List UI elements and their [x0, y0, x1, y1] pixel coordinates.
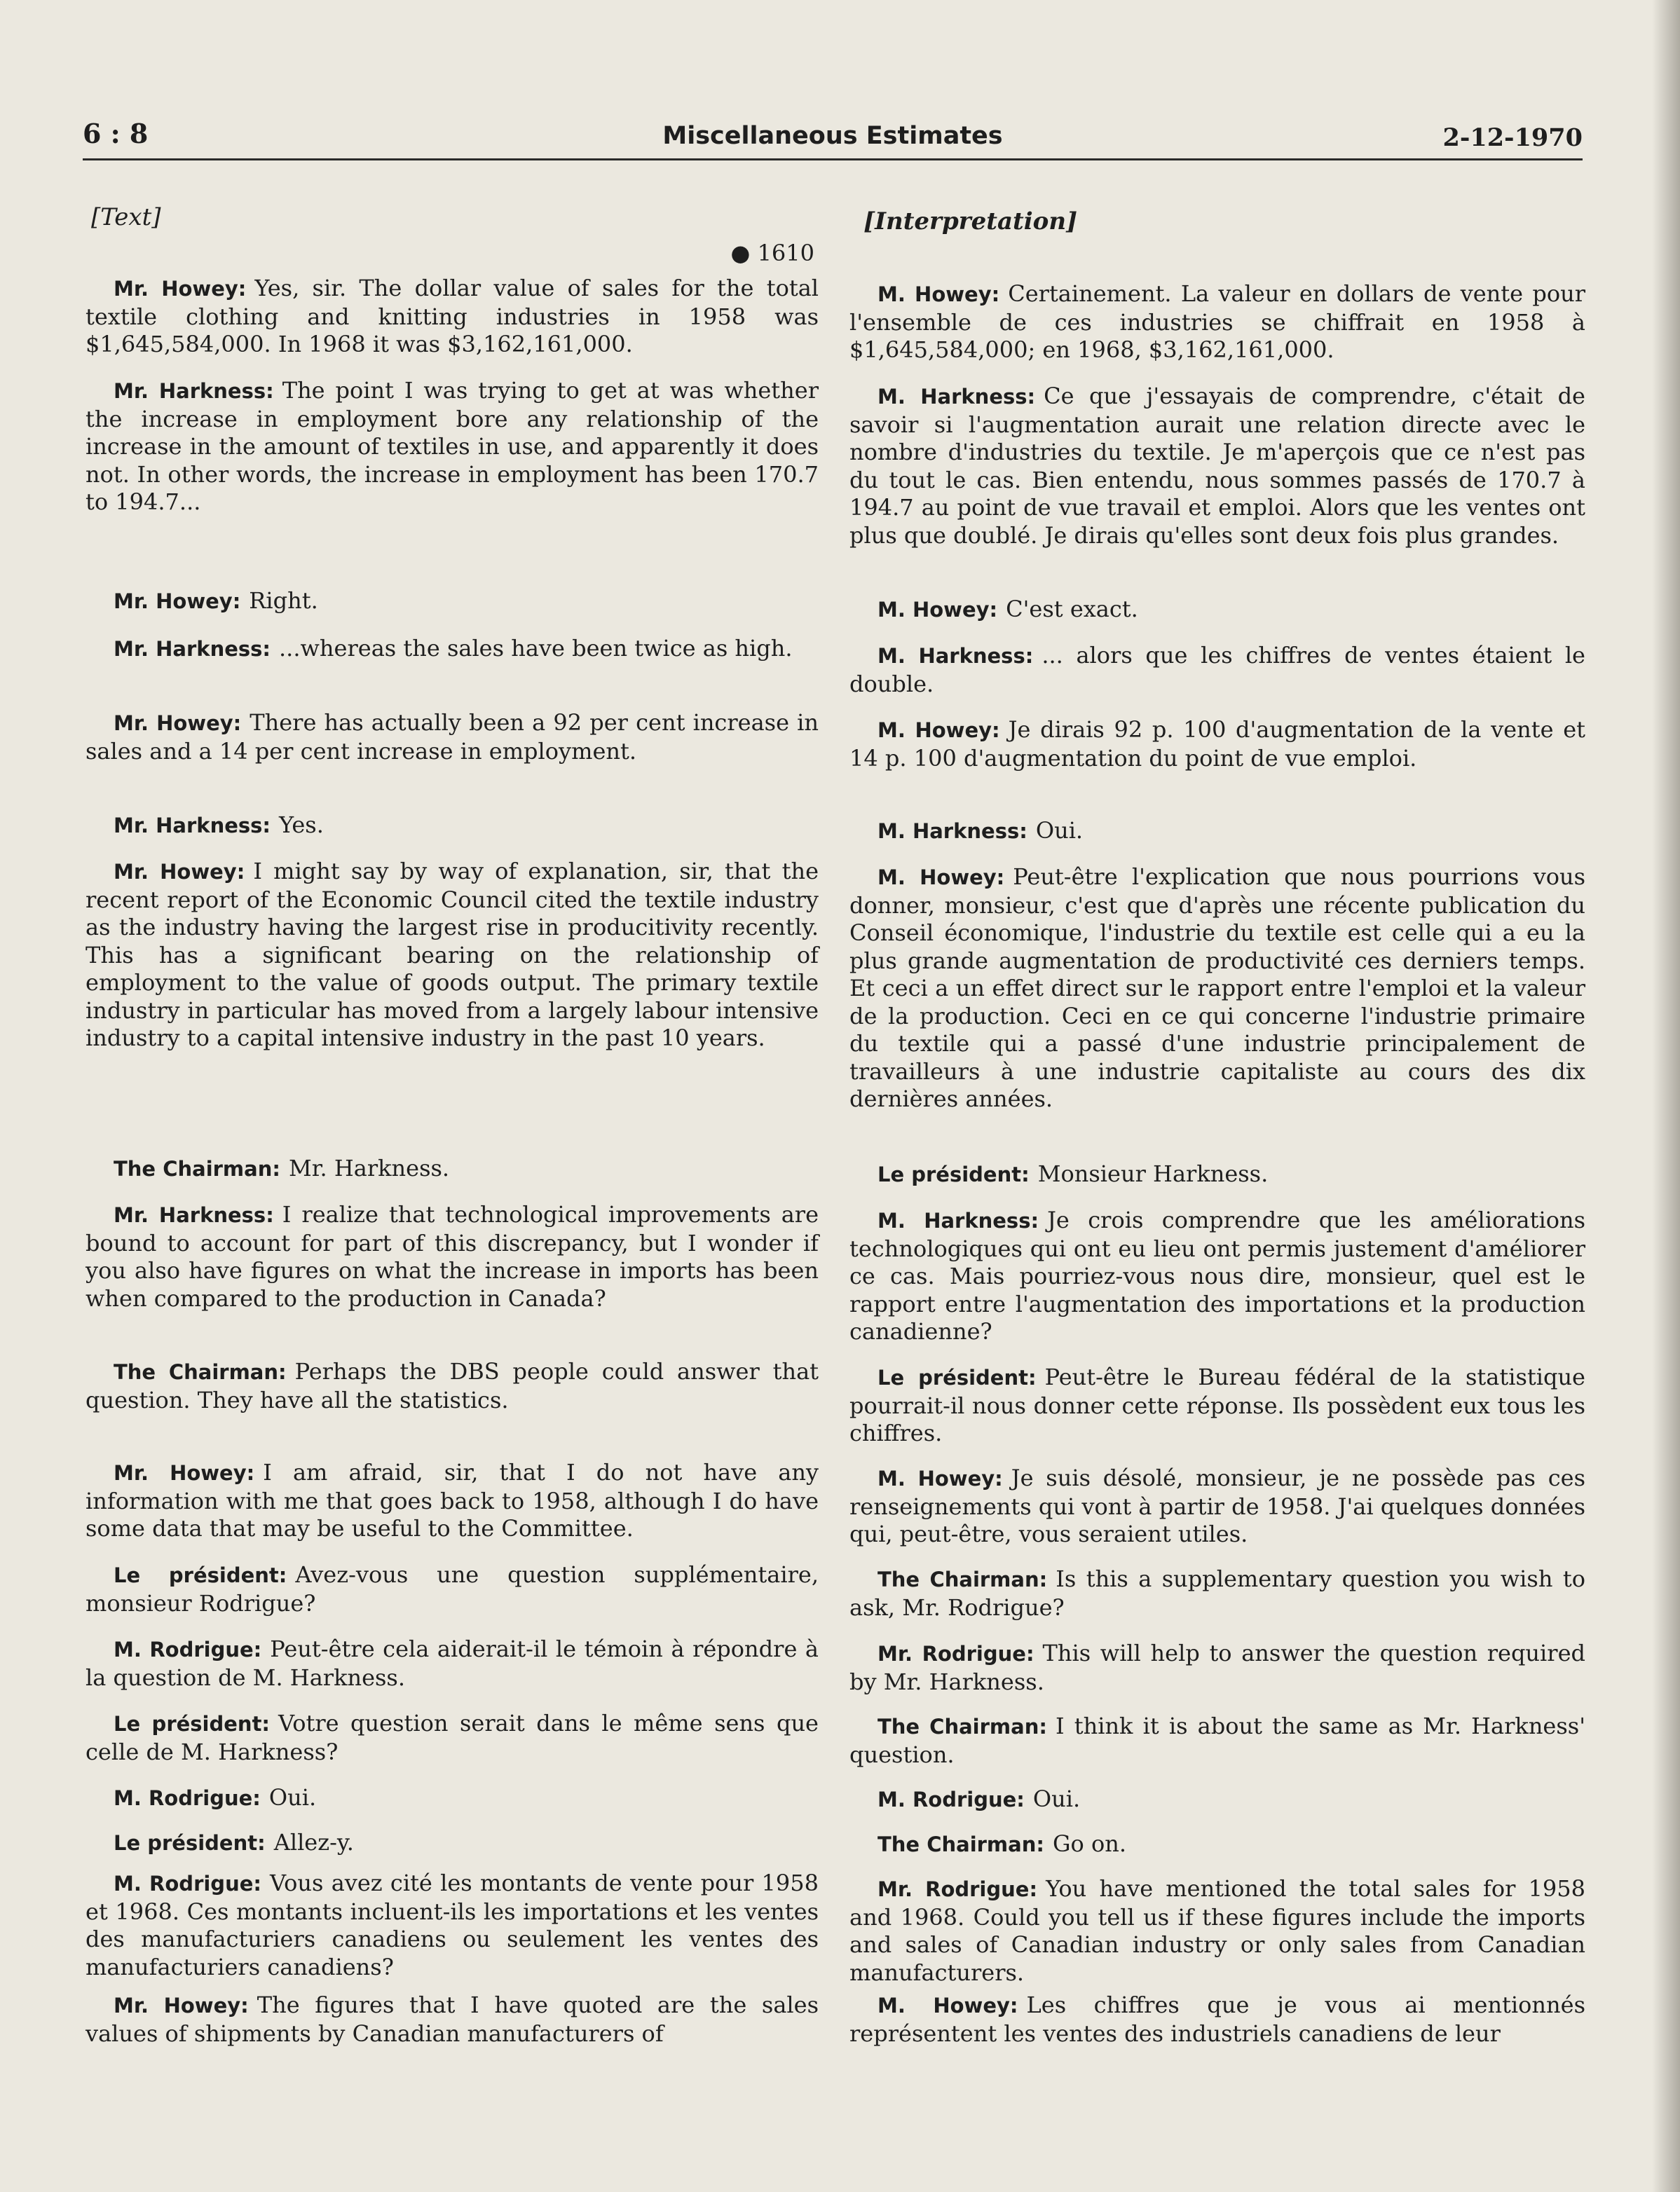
left-para-12: M. Rodrigue: Peut-être cela aiderait-il le témoin à répondre à la question de M. Harkness. [86, 1636, 819, 1691]
right-para-5: M. Harkness: Oui. [877, 817, 1084, 844]
left-para-5: Mr. Harkness: Yes. [114, 811, 324, 838]
right-para-3: M. Harkness: ... alors que les chiffres de ventes étaient le double. [849, 642, 1585, 697]
right-para-2: M. Howey: C'est exact. [877, 596, 1138, 622]
right-para-11: The Chairman: Is this a supplementary question you wish to ask, Mr. Rodrigue? [849, 1566, 1585, 1621]
right-para-1: M. Harkness: Ce que j'essayais de comprendre, c'était de savoir si l'augmentation aurait une relation directe avec le nombre d'industries du textile. Je m'aperçois que ce n'est pas du tout le cas. Bien entendu, nous sommes passés de 170.7 à 194.7 au point de vue travail et emploi. Alors que les ventes ont plus que doublé. Je dirais qu'elles sont deux fois plus grandes. [849, 383, 1585, 549]
right-para-17: M. Howey: Les chiffres que je vous ai mentionnés représentent les ventes des industriels canadiens de leur [849, 1992, 1585, 2047]
left-para-9: The Chairman: Perhaps the DBS people could answer that question. They have all the statistics. [86, 1358, 819, 1413]
left-para-4: Mr. Howey: There has actually been a 92 per cent increase in sales and a 14 per cent increase in employment. [86, 709, 819, 765]
time-marker: ● 1610 [730, 240, 814, 266]
right-para-0: M. Howey: Certainement. La valeur en dollars de vente pour l'ensemble de ces industries se chiffrait en 1958 à $1,645,584,000; en 1968, $3,162,161,000. [849, 280, 1585, 363]
left-para-3: Mr. Harkness: ...whereas the sales have been twice as high. [114, 635, 793, 662]
header-date: 2-12-1970 [1442, 123, 1583, 152]
left-para-16: M. Rodrigue: Vous avez cité les montants de vente pour 1958 et 1968. Ces montants incluent-ils les importations et les ventes des manufacturiers canadiens ou seulement les ventes des manufacturiers canadiens? [86, 1870, 819, 1980]
right-para-8: M. Harkness: Je crois comprendre que les améliorations technologiques qui ont eu lieu ont permis justement d'améliorer ce cas. Mais pourriez-vous nous dire, monsieur, quel est le rapport entre l'augmentation des importations et la production canadienne? [849, 1207, 1585, 1345]
right-para-7: Le président: Monsieur Harkness. [877, 1160, 1269, 1187]
page-number: 6 : 8 [83, 118, 149, 149]
document-title: Miscellaneous Estimates [662, 122, 1003, 150]
left-para-14: M. Rodrigue: Oui. [114, 1784, 317, 1811]
page-edge-shadow [1652, 0, 1680, 2192]
right-para-10: M. Howey: Je suis désolé, monsieur, je ne possède pas ces renseignements qui vont à partir de 1958. J'ai quelques données qui, peut-être, vous seraient utiles. [849, 1465, 1585, 1547]
right-para-4: M. Howey: Je dirais 92 p. 100 d'augmentation de la vente et 14 p. 100 d'augmentation du point de vue emploi. [849, 716, 1585, 772]
left-para-6: Mr. Howey: I might say by way of explanation, sir, that the recent report of the Economic Council cited the textile industry as the industry having the largest rise in producitivity recently. This has a significant bearing on the relationship of employment to the value of goods output. The primary textile industry in particular has moved from a largely labour intensive industry to a capital intensive industry in the past 10 years. [86, 858, 819, 1051]
running-header [83, 112, 1583, 161]
left-para-7: The Chairman: Mr. Harkness. [114, 1155, 450, 1181]
left-para-17: Mr. Howey: The figures that I have quoted are the sales values of shipments by Canadian manufacturers of [86, 1992, 819, 2047]
right-para-9: Le président: Peut-être le Bureau fédéral de la statistique pourrait-il nous donner cette réponse. Ils possèdent eux tous les chiffres. [849, 1364, 1585, 1446]
right-para-15: The Chairman: Go on. [877, 1830, 1127, 1857]
section-tag-text: [Text] [91, 203, 161, 231]
left-para-15: Le président: Allez-y. [114, 1829, 354, 1856]
section-tag-interpretation: [Interpretation] [863, 207, 1078, 235]
right-para-13: The Chairman: I think it is about the same as Mr. Harkness' question. [849, 1713, 1586, 1768]
left-para-1: Mr. Harkness: The point I was trying to get at was whether the increase in employment bore any relationship of the increase in the amount of textiles in use, and apparently it does not. In other words, the increase in employment has been 170.7 to 194.7... [86, 377, 819, 515]
left-para-8: Mr. Harkness: I realize that technological improvements are bound to account for part of this discrepancy, but I wonder if you also have figures on what the increase in imports has been when compared to the production in Canada? [86, 1201, 819, 1312]
header-rule [83, 158, 1583, 160]
right-para-12: Mr. Rodrigue: This will help to answer the question required by Mr. Harkness. [849, 1640, 1585, 1695]
left-para-10: Mr. Howey: I am afraid, sir, that I do not have any information with me that goes back to 1958, although I do have some data that may be useful to the Committee. [86, 1459, 819, 1542]
right-para-16: Mr. Rodrigue: You have mentioned the total sales for 1958 and 1968. Could you tell us if these figures include the imports and sales of Canadian industry or only sales from Canadian manufacturers. [849, 1875, 1585, 1986]
left-para-13: Le président: Votre question serait dans le même sens que celle de M. Harkness? [86, 1710, 819, 1765]
left-para-11: Le président: Avez-vous une question supplémentaire, monsieur Rodrigue? [86, 1561, 819, 1617]
right-para-14: M. Rodrigue: Oui. [877, 1786, 1081, 1812]
right-para-6: M. Howey: Peut-être l'explication que nous pourrions vous donner, monsieur, c'est que d'après une récente publication du Conseil économique, l'industrie du textile est celle qui a eu la plus grande augmentation de productivité ces derniers temps. Et ceci a un effet direct sur le rapport entre l'emploi et la valeur de la production. Ceci en ce qui concerne l'industrie primaire du textile qui a passé d'une industrie principalement de travailleurs à une industrie capitaliste au cours des dix dernières années. [849, 863, 1585, 1112]
left-para-2: Mr. Howey: Right. [114, 587, 318, 614]
left-para-0: Mr. Howey: Yes, sir. The dollar value of sales for the total textile clothing and knitting industries in 1958 was $1,645,584,000. In 1968 it was $3,162,161,000. [86, 275, 819, 357]
